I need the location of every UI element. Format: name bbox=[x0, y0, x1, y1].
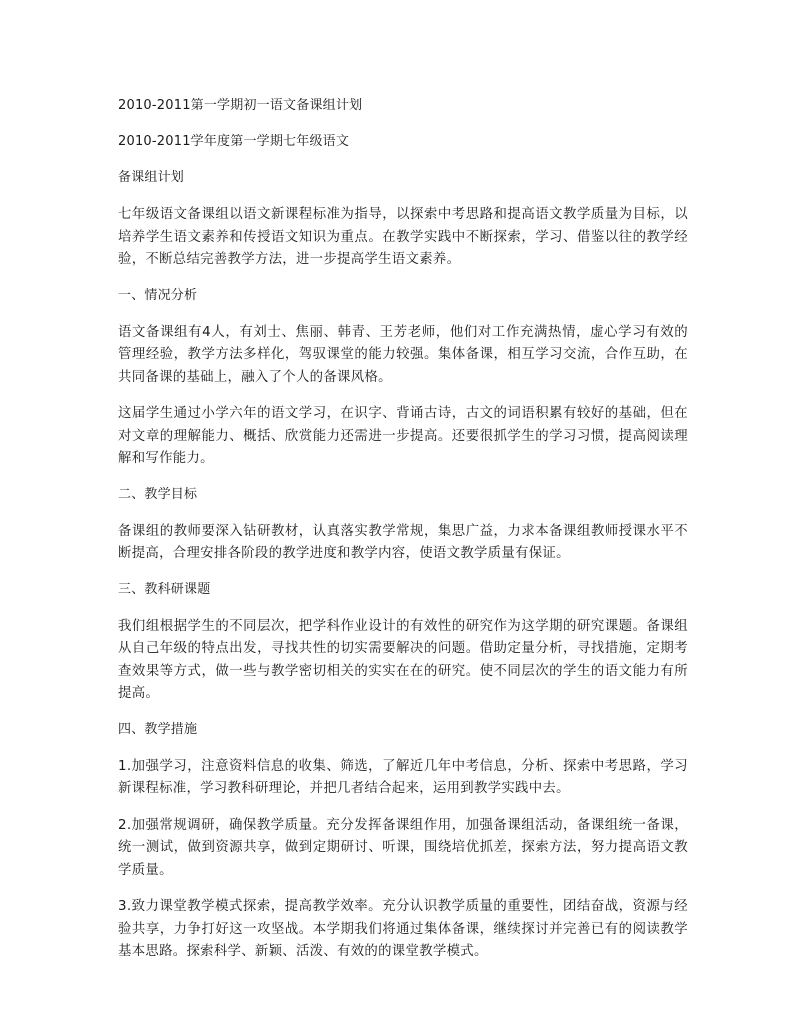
list-item: 2.加强常规调研，确保教学质量。充分发挥备课组作用，加强备课组活动，备课组统一备课，统一测试，做到资源共享，做到定期研讨、听课，围绕培优抓差，探索方法，努力提高语文教学质量。 bbox=[118, 817, 688, 878]
paragraph: 备课组的教师要深入钻研教材，认真落实教学常规，集思广益，力求本备课组教师授课水平不断提高，合理安排各阶段的教学进度和教学内容，使语文教学质量有保证。 bbox=[118, 523, 688, 561]
document-heading: 备课组计划 bbox=[118, 170, 185, 185]
section-heading: 一、情况分析 bbox=[118, 287, 198, 303]
paragraph: 这届学生通过小学六年的语文学习，在识字、背诵古诗，古文的词语积累有较好的基础，但在对文章的理解能力、概括、欣赏能力还需进一步提高。还要很抓学生的学习习惯，提高阅读理解和写作能力。 bbox=[118, 406, 688, 466]
section-heading: 四、教学措施 bbox=[118, 721, 198, 737]
document-title: 2010-2011第一学期初一语文备课组计划 bbox=[118, 98, 363, 113]
list-item: 3.致力课堂教学模式探索，提高教学效率。充分认识教学质量的重要性，团结奋战，资源与经验共享，力争打好这一攻坚战。本学期我们将通过集体备课，继续探讨并完善已有的阅读教学基本思路。探索科学、新颖、活泼、有效的的课堂教学模式。 bbox=[118, 899, 688, 959]
section-heading: 二、教学目标 bbox=[118, 486, 198, 502]
paragraph: 语文备课组有4人，有刘士、焦丽、韩青、王芳老师，他们对工作充满热情，虚心学习有效的管理经验，教学方法多样化，驾驭课堂的能力较强。集体备课，相互学习交流，合作互助，在共同备课的基础上，融入了个人的备课风格。 bbox=[118, 324, 688, 385]
section-heading: 三、教科研课题 bbox=[118, 581, 211, 597]
document-subtitle: 2010-2011学年度第一学期七年级语文 bbox=[118, 134, 350, 149]
list-item: 1.加强学习，注意资料信息的收集、筛选，了解近几年中考信息，分析、探索中考思路，学习新课程标准，学习教科研理论，并把几者结合起来，运用到教学实践中去。 bbox=[118, 758, 688, 796]
document-page bbox=[118, 96, 688, 978]
intro-paragraph: 七年级语文备课组以语文新课程标准为指导，以探索中考思路和提高语文教学质量为目标，以培养学生语文素养和传授语文知识为重点。在教学实践中不断探索，学习、借鉴以往的教学经验，不断总结完善教学方法，进一步提高学生语文素养。 bbox=[118, 207, 688, 267]
paragraph: 我们组根据学生的不同层次，把学科作业设计的有效性的研究作为这学期的研究课题。备课组从自己年级的特点出发，寻找共性的切实需要解决的问题。借助定量分析，寻找措施，定期考查效果等方式，做一些与教学密切相关的实实在在的研究。使不同层次的学生的语文能力有所提高。 bbox=[118, 618, 688, 701]
